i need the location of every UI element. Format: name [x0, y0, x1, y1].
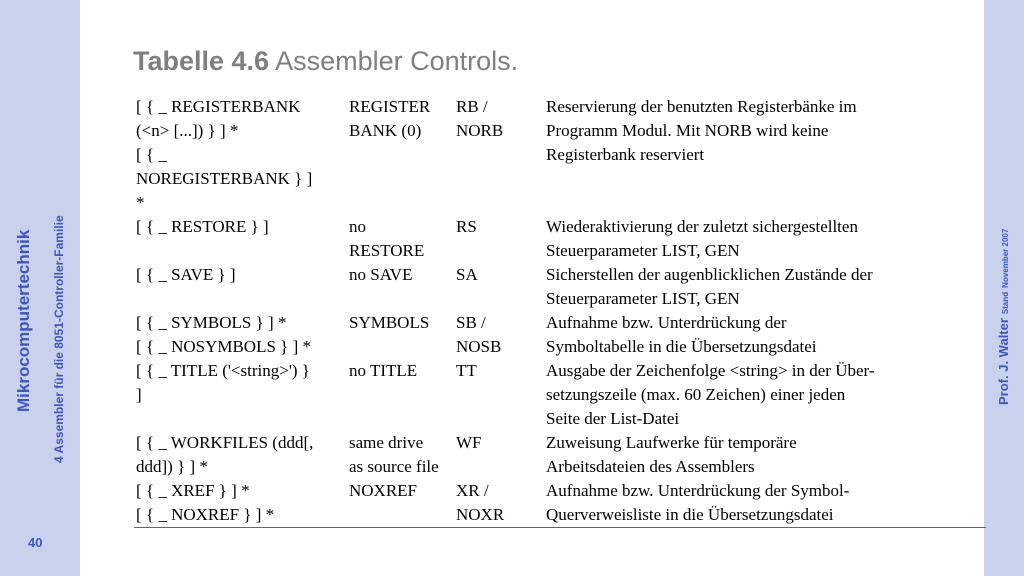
description-line: Arbeitsdateien des Assemblers — [546, 457, 755, 476]
abbrev-line: RS — [456, 217, 477, 236]
description-line: Seite der List-Datei — [546, 409, 680, 428]
stand-date: November 2007 — [1001, 228, 1010, 288]
default-line: no SAVE — [349, 265, 413, 284]
default-cell — [347, 215, 454, 263]
table-row — [134, 263, 986, 311]
default-cell — [347, 431, 454, 479]
description-line: Aufnahme bzw. Unterdrückung der Symbol- — [546, 481, 850, 500]
control-line: NOREGISTERBANK } ] — [136, 169, 313, 188]
control-line: [ { _ SYMBOLS } ] * — [136, 313, 287, 332]
description-cell — [544, 95, 986, 215]
default-cell — [347, 95, 454, 215]
description-cell — [544, 359, 986, 431]
abbrev-line: RB / — [456, 97, 488, 116]
description-line: Zuweisung Laufwerke für temporäre — [546, 433, 797, 452]
default-cell — [347, 311, 454, 359]
default-line: BANK (0) — [349, 121, 422, 140]
default-line: same drive — [349, 433, 424, 452]
abbrev-cell — [454, 215, 544, 263]
abbrev-line: SA — [456, 265, 478, 284]
description-line: Steuerparameter LIST, GEN — [546, 289, 740, 308]
control-line: [ { _ — [136, 145, 167, 164]
table-row — [134, 479, 986, 528]
control-cell — [134, 359, 347, 431]
control-line: [ { _ NOXREF } ] * — [136, 505, 275, 524]
control-line: [ { _ TITLE ('<string>') } — [136, 361, 310, 380]
abbrev-line: NOSB — [456, 337, 502, 356]
default-cell — [347, 359, 454, 431]
description-line: Sicherstellen der augenblicklichen Zustände der — [546, 265, 873, 284]
page-title — [133, 46, 518, 77]
table-caption: Assembler Controls. — [275, 46, 519, 76]
description-line: Ausgabe der Zeichenfolge <string> in der Über- — [546, 361, 875, 380]
stand-label: Stand — [1001, 291, 1010, 315]
description-line: Aufnahme bzw. Unterdrückung der — [546, 313, 787, 332]
control-cell — [134, 215, 347, 263]
control-line: [ { _ REGISTERBANK — [136, 97, 301, 116]
table-row — [134, 311, 986, 359]
abbrev-cell — [454, 95, 544, 215]
description-line: Registerbank reserviert — [546, 145, 705, 164]
abbrev-cell — [454, 479, 544, 528]
abbrev-line: NOXR — [456, 505, 505, 524]
description-cell — [544, 311, 986, 359]
description-line: Programm Modul. Mit NORB wird keine — [546, 121, 829, 140]
author-name: Prof. J. Walter — [996, 318, 1011, 405]
description-line: Reservierung der benutzten Registerbänke im — [546, 97, 857, 116]
default-line: SYMBOLS — [349, 313, 430, 332]
control-line: [ { _ RESTORE } ] — [136, 217, 269, 236]
control-cell — [134, 479, 347, 528]
abbrev-line: TT — [456, 361, 477, 380]
left-sidebar — [0, 0, 80, 576]
abbrev-line: NORB — [456, 121, 504, 140]
control-line: [ { _ XREF } ] * — [136, 481, 250, 500]
default-line: NOXREF — [349, 481, 418, 500]
abbrev-line: WF — [456, 433, 482, 452]
control-line: ddd]) } ] * — [136, 457, 208, 476]
abbrev-cell — [454, 359, 544, 431]
control-line: * — [136, 193, 145, 212]
page-number: 40 — [28, 535, 43, 550]
course-title: Mikrocomputertechnik — [14, 229, 33, 412]
table-row — [134, 431, 986, 479]
description-line: Symboltabelle in die Übersetzungsdatei — [546, 337, 817, 356]
description-line: Querverweisliste in die Übersetzungsdatei — [546, 505, 834, 524]
table-row — [134, 95, 986, 215]
control-line: [ { _ NOSYMBOLS } ] * — [136, 337, 311, 356]
control-line: [ { _ WORKFILES (ddd[, — [136, 433, 314, 452]
author-info — [996, 229, 1011, 405]
table-row — [134, 215, 986, 263]
control-cell — [134, 95, 347, 215]
default-line: no — [349, 217, 366, 236]
default-line: REGISTER — [349, 97, 431, 116]
description-cell — [544, 431, 986, 479]
default-line: RESTORE — [349, 241, 425, 260]
description-cell — [544, 479, 986, 528]
default-line: no TITLE — [349, 361, 418, 380]
description-cell — [544, 263, 986, 311]
control-line: ] — [136, 385, 142, 404]
description-line: setzungszeile (max. 60 Zeichen) einer jeden — [546, 385, 846, 404]
default-cell — [347, 479, 454, 528]
description-cell — [544, 215, 986, 263]
description-line: Steuerparameter LIST, GEN — [546, 241, 740, 260]
abbrev-cell — [454, 431, 544, 479]
chapter-title: 4 Assembler für die 8051-Controller-Familie — [52, 215, 66, 463]
table-label: Tabelle 4.6 — [133, 46, 270, 76]
abbrev-cell — [454, 311, 544, 359]
default-line: as source file — [349, 457, 439, 476]
control-line: [ { _ SAVE } ] — [136, 265, 236, 284]
table-row — [134, 359, 986, 431]
default-cell — [347, 263, 454, 311]
abbrev-cell — [454, 263, 544, 311]
control-cell — [134, 263, 347, 311]
control-cell — [134, 311, 347, 359]
abbrev-line: SB / — [456, 313, 486, 332]
control-cell — [134, 431, 347, 479]
assembler-controls-table — [134, 95, 986, 528]
table-body — [134, 95, 986, 528]
abbrev-line: XR / — [456, 481, 489, 500]
description-line: Wiederaktivierung der zuletzt sichergestellten — [546, 217, 858, 236]
control-line: (<n> [...]) } ] * — [136, 121, 239, 140]
